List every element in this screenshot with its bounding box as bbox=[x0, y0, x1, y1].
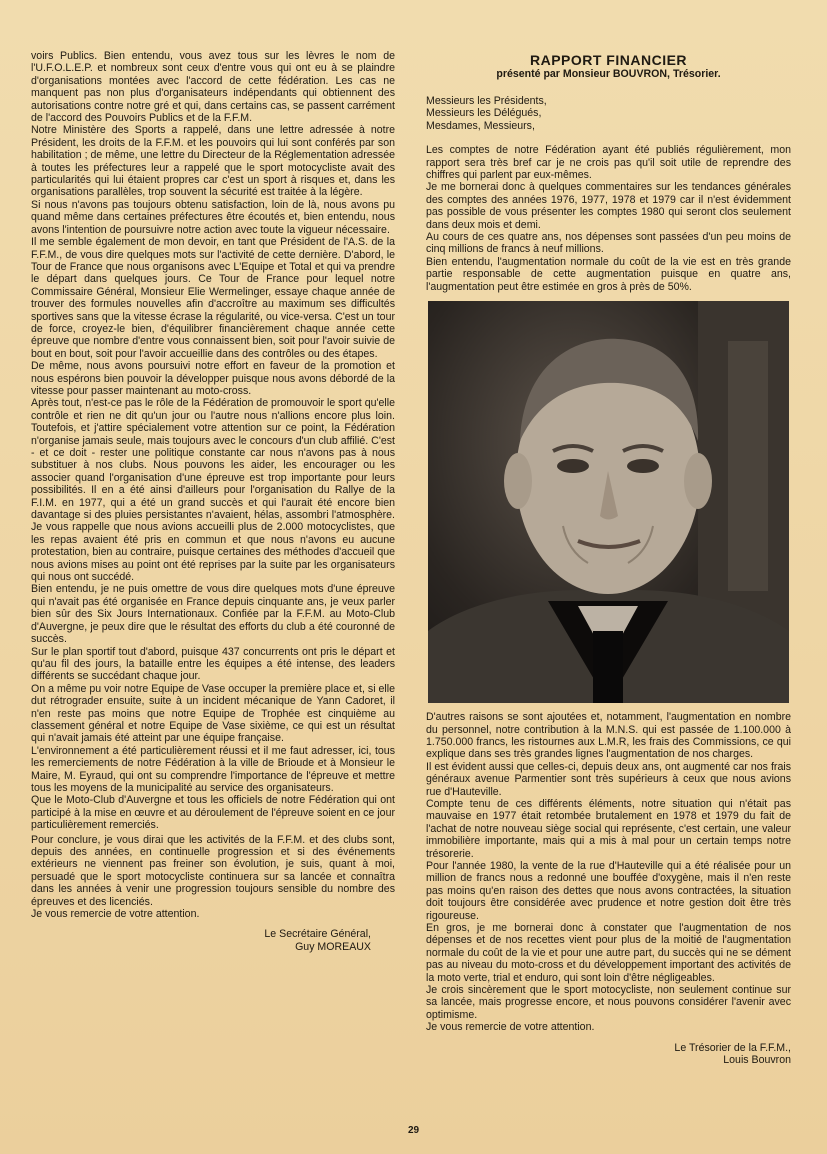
left-paragraph-3: Si nous n'avons pas toujours obtenu satisfaction, loin de là, nous avons pu quand même dans certaines préfectures être écoutés et, bien entendu, nous avons l'intention de poursuivre notre action avec toute la vigueur nécessaire. bbox=[31, 198, 395, 236]
left-paragraph-1: voirs Publics. Bien entendu, vous avez tous sur les lèvres le nom de l'U.F.O.L.E.P. et nombreux sont ceux d'entre vous qui ont eu à se plaindre d'organisations montées avec l'accord de cette fédération. Les cas ne manquent pas non plus d'organisateurs indépendants qui obtiennent des autorisations contre notre gré et qui, dans certains cas, se passent carrément de l'accord des Pouvoirs Publics et de la F.F.M. bbox=[31, 50, 395, 125]
right-signature bbox=[426, 1042, 791, 1067]
right-paragraph-8: Pour l'année 1980, la vente de la rue d'Hauteville qui a été réalisée pour un million de francs nous a redonné une bouffée d'oxygène, mais il n'en reste pas moins qu'en raison des dettes que nous avons contractées, la situation doit toujours être considérée avec prudence et notre gestion doit être très rigoureuse. bbox=[426, 859, 791, 922]
right-paragraph-2: Je me bornerai donc à quelques commentaires sur les tendances générales des comptes des années 1976, 1977, 1978 et 1979 car il n'est évidemment pas possible de vous présenter les comptes 1980 qui seront clos seulement dans deux mois et demi. bbox=[426, 181, 791, 231]
salutation bbox=[426, 95, 791, 132]
left-paragraph-4: Il me semble également de mon devoir, en tant que Président de l'A.S. de la F.F.M., de vous dire quelques mots sur l'activité de cette dernière. D'abord, le Tour de France que nous organisons avec L'Equipe et Total et qui va prendre le départ dans quelques jours. Ce Tour de France pour lequel notre Commissaire Général, Monsieur Elie Wermelinger, essaye chaque année de trouver des formules nouvelles afin d'accroître au maximum ses difficultés sportives sans que la vitesse écrase la régularité, ou vice-versa. C'est un tour de force, croyez-le bien, d'équilibrer financièrement chaque année cette épreuve que nombre d'entre vous connaissent bien, soit pour l'avoir suivie de bout en bout, soit pour l'avoir accueillie dans des contrôles ou des étapes. bbox=[31, 236, 395, 360]
left-paragraph-11: Que le Moto-Club d'Auvergne et tous les officiels de notre Fédération qui ont participé à la mise en œuvre et au déroulement de l'épreuve soient en ce jour particulièrement remerciés. bbox=[31, 794, 395, 832]
right-paragraph-5: D'autres raisons se sont ajoutées et, notamment, l'augmentation en nombre du personnel, notre contribution à la M.N.S. qui est passée de 1.100.000 à 1.750.000 francs, les ristournes aux L.M.R, les frais des Commissions, ce qui explique dans ses très grandes lignes l'augmentation de nos charges. bbox=[426, 711, 791, 761]
left-signature bbox=[31, 928, 395, 953]
left-paragraph-9: On a même pu voir notre Equipe de Vase occuper la première place et, si elle dut rétrograder ensuite, suite à un incident mécanique de Yann Cadoret, il n'en reste pas moins que notre Equipe de Trophée est cinquième au classement général et notre Equipe de Vase sixième, ce qui est un résultat qui n'avait jamais été atteint par une équipe française. bbox=[31, 682, 395, 745]
left-paragraph-7: Bien entendu, je ne puis omettre de vous dire quelques mots d'une épreuve qui n'avait pas été organisée en France depuis cinquante ans, je veux parler bien sûr des Six Jours Internationaux. Confiée par la F.F.M. au Moto-Club d'Auvergne, je peux dire que le résultat des efforts du club a été couronné de succès. bbox=[31, 583, 395, 646]
report-subtitle: présenté par Monsieur BOUVRON, Trésorier. bbox=[496, 68, 721, 80]
salutation-line-2: Messieurs les Délégués, bbox=[426, 107, 542, 120]
right-column bbox=[426, 52, 791, 1066]
secretary-role: Le Secrétaire Général, bbox=[264, 928, 371, 941]
right-paragraph-4: Bien entendu, l'augmentation normale du coût de la vie est en très grande partie responsable de cette augmentation puisque en quatre ans, l'augmentation peut être estimée en gros à près de 50%. bbox=[426, 255, 791, 293]
left-paragraph-10: L'environnement a été particulièrement réussi et il me faut adresser, ici, tous les remerciements de notre Fédération à la ville de Brioude et à Monsieur le Maire, M. Eyraud, qui ont su comprendre l'importance de l'épreuve et mettre tous les moyens de la municipalité au service des organisateurs. bbox=[31, 744, 395, 794]
treasurer-role: Le Trésorier de la F.F.M., bbox=[674, 1041, 791, 1054]
left-paragraph-6: Après tout, n'est-ce pas le rôle de la Fédération de promouvoir le sport qu'elle contrôle et rien ne dit qu'un jour ou l'autre nous n'allions encore plus loin. Toutefois, et j'attire spécialement votre attention sur ce point, la Fédération n'organise jamais seule, mais toujours avec le concours d'un club affilié. C'est - et ce doit - rester une politique constante car nous n'avons pas à nous substituer à nos clubs. Nous pouvons les aider, les encourager ou les associer quand l'organisation d'une épreuve est trop importante pour leurs possibilités. Il en a été ainsi d'ailleurs pour l'organisation du Rallye de la F.I.M. en 1977, qui a été un grand succès et qui l'aurait été encore bien davantage si des pluies persistantes n'avaient, hélas, assombri l'atmosphère. Je vous rappelle que nous avions accueilli plus de 2.000 motocyclistes, que les repas avaient été pris en commun et que nous n'avons eu aucune protestation, bien au contraire, puisque certaines des méthodes d'accueil que nous avions mises au point ont été reprises par la suite par les organisateurs qui nous ont succédé. bbox=[31, 397, 395, 584]
right-paragraph-6: Il est évident aussi que celles-ci, depuis deux ans, ont augmenté car nos frais généraux avenue Parmentier sont très supérieurs à ceux que nous avions rue d'Hauteville. bbox=[426, 760, 791, 798]
salutation-line-1: Messieurs les Présidents, bbox=[426, 95, 547, 107]
left-paragraph-5: De même, nous avons poursuivi notre effort en faveur de la promotion et nous espérons bien pouvoir la développer puisque nous avons débordé de la vitesse pour passer maintenant au moto-cross. bbox=[31, 360, 395, 397]
right-paragraph-3: Au cours de ces quatre ans, nos dépenses sont passées d'un peu moins de cinq millions de francs à neuf millions. bbox=[426, 231, 791, 256]
right-paragraph-11: Je vous remercie de votre attention. bbox=[426, 1021, 595, 1034]
page-number: 29 bbox=[407, 1125, 420, 1136]
portrait-illustration bbox=[428, 301, 789, 703]
left-column bbox=[31, 50, 395, 953]
right-paragraph-10: Je crois sincèrement que le sport motocycliste, non seulement continue sur sa lancée, mais progresse encore, et nous pouvons considérer l'avenir avec optimisme. bbox=[426, 984, 791, 1021]
left-paragraph-13: Je vous remercie de votre attention. bbox=[31, 908, 200, 921]
right-paragraph-1: Les comptes de notre Fédération ayant été publiés régulièrement, mon rapport sera très bref car je ne crois pas qu'il soit utile de reprendre des chiffres qui parlent par eux-mêmes. bbox=[426, 144, 791, 182]
right-paragraph-7: Compte tenu de ces différents éléments, notre situation qui n'était pas mauvaise en 1977 était retombée brutalement en 1978 et 1979 du fait de l'achat de notre nouveau siège social qui représente, c'est certain, une valeur immobilière importante, mais qui a mis à mal pour un certain temps notre trésorerie. bbox=[426, 797, 791, 860]
right-paragraph-9: En gros, je me bornerai donc à constater que l'augmentation de nos dépenses et de nos recettes vient pour plus de la moitié de l'augmentation normale du coût de la vie et pour une autre part, du succès qui ne se dément pas au niveau du moto-cross et du développement important des activités de la moto verte, trial et enduro, qui sont loin d'être négligeables. bbox=[426, 922, 791, 984]
treasurer-name: Louis Bouvron bbox=[723, 1054, 791, 1067]
left-paragraph-8: Sur le plan sportif tout d'abord, puisque 437 concurrents ont pris le départ et qu'au fil des jours, la bataille entre les équipes a été intense, des leaders différents se succédant chaque jour. bbox=[31, 645, 395, 683]
left-paragraph-12: Pour conclure, je vous dirai que les activités de la F.F.M. et des clubs sont, depuis des années, en continuelle progression et si des événements extérieurs ne viennent pas freiner son évolution, je suis, quant à moi, persuadé que le sport motocycliste continuera sur sa lancée et connaîtra dans les années à venir une progression toujours sensible du nombre des épreuves et des licenciés. bbox=[31, 833, 395, 908]
report-title: RAPPORT FINANCIER bbox=[529, 52, 688, 68]
treasurer-portrait-photo bbox=[428, 301, 789, 703]
secretary-name: Guy MOREAUX bbox=[295, 940, 371, 953]
left-paragraph-2: Notre Ministère des Sports a rappelé, dans une lettre adressée à notre Président, les droits de la F.F.M. et les pouvoirs qui lui sont conférés par son habilitation ; de même, une lettre du Directeur de la Réglementation adressée à toutes les préfectures leur a rappelé que le sport motocycliste avait des particularités qui lui étaient propres car c'est un sport à risques et, dans les organisations parallèles, trop souvent la sécurité est traitée à la légère. bbox=[31, 124, 395, 199]
salutation-line-3: Mesdames, Messieurs, bbox=[426, 119, 535, 132]
